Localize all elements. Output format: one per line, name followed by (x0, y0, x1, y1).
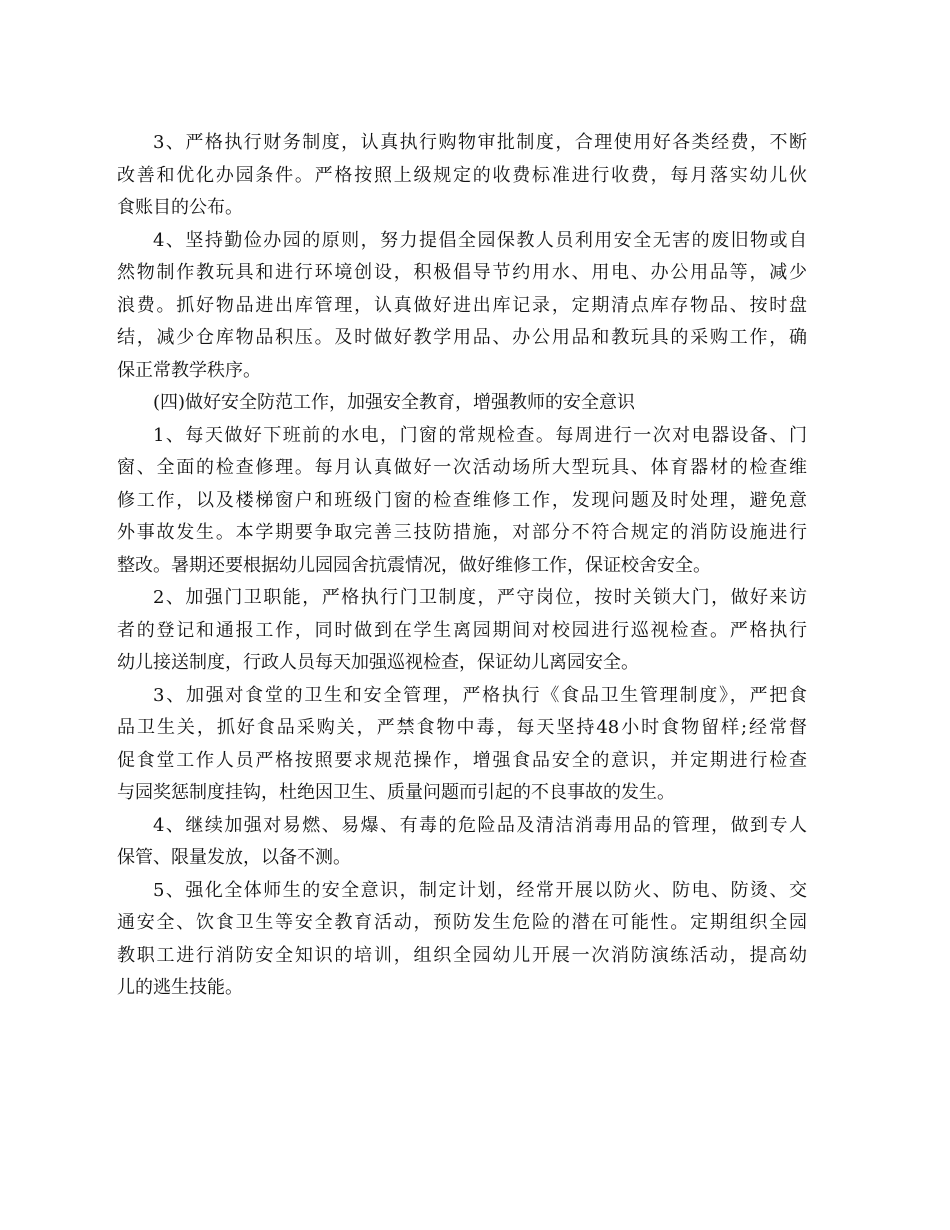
paragraph-line: 通安全、饮食卫生等安全教育活动，预防发生危险的潜在可能性。定期组织全园 (117, 912, 807, 933)
paragraph-line: 然物制作教玩具和进行环境创设，积极倡导节约用水、用电、办公用品等，减少 (117, 262, 807, 283)
paragraph (117, 420, 807, 583)
paragraph (117, 810, 807, 875)
paragraph (117, 127, 807, 225)
paragraph-line: 浪费。抓好物品进出库管理，认真做好进出库记录，定期清点库存物品、按时盘 (117, 294, 807, 316)
paragraph-line: 窗、全面的检查修理。每月认真做好一次活动场所大型玩具、体育器材的检查维 (117, 457, 807, 478)
paragraph-line: 1、每天做好下班前的水电，门窗的常规检查。每周进行一次对电器设备、门 (153, 424, 807, 446)
paragraph-line: 品卫生关，抓好食品采购关，严禁食物中毒，每天坚持48小时食物留样;经常督 (117, 717, 807, 738)
paragraph-line: 修工作，以及楼梯窗户和班级门窗的检查维修工作，发现问题及时处理，避免意 (117, 489, 807, 511)
paragraph-line: 5、强化全体师生的安全意识，制定计划，经常开展以防火、防电、防烫、交 (153, 879, 807, 901)
paragraph (117, 875, 807, 1005)
paragraph-line: 外事故发生。本学期要争取完善三技防措施，对部分不符合规定的消防设施进行 (117, 522, 807, 543)
paragraph-line: 与园奖惩制度挂钩，杜绝因卫生、质量问题而引起的不良事故的发生。 (117, 782, 675, 803)
paragraph-line: 幼儿接送制度，行政人员每天加强巡视检查，保证幼儿离园安全。 (117, 652, 639, 673)
paragraph-line: 改善和优化办园条件。严格按照上级规定的收费标准进行收费，每月落实幼儿伙 (117, 164, 807, 186)
paragraph (117, 225, 807, 388)
paragraph-line: 儿的逃生技能。 (117, 977, 243, 998)
paragraph-line: 2、加强门卫职能，严格执行门卫制度，严守岗位，按时关锁大门，做好来访 (153, 587, 807, 608)
paragraph-line: 者的登记和通报工作，同时做到在学生离园期间对校园进行巡视检查。严格执行 (117, 619, 807, 641)
paragraph-line: 促食堂工作人员严格按照要求规范操作，增强食品安全的意识，并定期进行检查 (117, 749, 807, 771)
paragraph-line: 保正常教学秩序。 (117, 359, 261, 381)
paragraph-line: 4、坚持勤俭办园的原则，努力提倡全园保教人员利用安全无害的废旧物或自 (153, 229, 807, 251)
paragraph (117, 387, 807, 420)
paragraph-line: 教职工进行消防安全知识的培训，组织全园幼儿开展一次消防演练活动，提高幼 (117, 944, 807, 966)
paragraph-line: 结，减少仓库物品积压。及时做好教学用品、办公用品和教玩具的采购工作，确 (117, 327, 807, 348)
paragraph-line: 3、严格执行财务制度，认真执行购物审批制度，合理使用好各类经费，不断 (153, 132, 807, 153)
paragraph-line: 4、继续加强对易燃、易爆、有毒的危险品及清洁消毒用品的管理，做到专人 (153, 814, 807, 836)
paragraph (117, 680, 807, 810)
paragraph-line: 整改。暑期还要根据幼儿园园舍抗震情况，做好维修工作，保证校舍安全。 (117, 554, 711, 576)
paragraph-line: 食账目的公布。 (117, 197, 243, 218)
paragraph-line: (四)做好安全防范工作，加强安全教育，增强教师的安全意识 (153, 392, 636, 413)
paragraph-line: 3、加强对食堂的卫生和安全管理，严格执行《食品卫生管理制度》，严把食 (153, 684, 807, 706)
paragraph-line: 保管、限量发放，以备不测。 (117, 847, 351, 868)
document-body (117, 127, 807, 1005)
paragraph (117, 582, 807, 680)
